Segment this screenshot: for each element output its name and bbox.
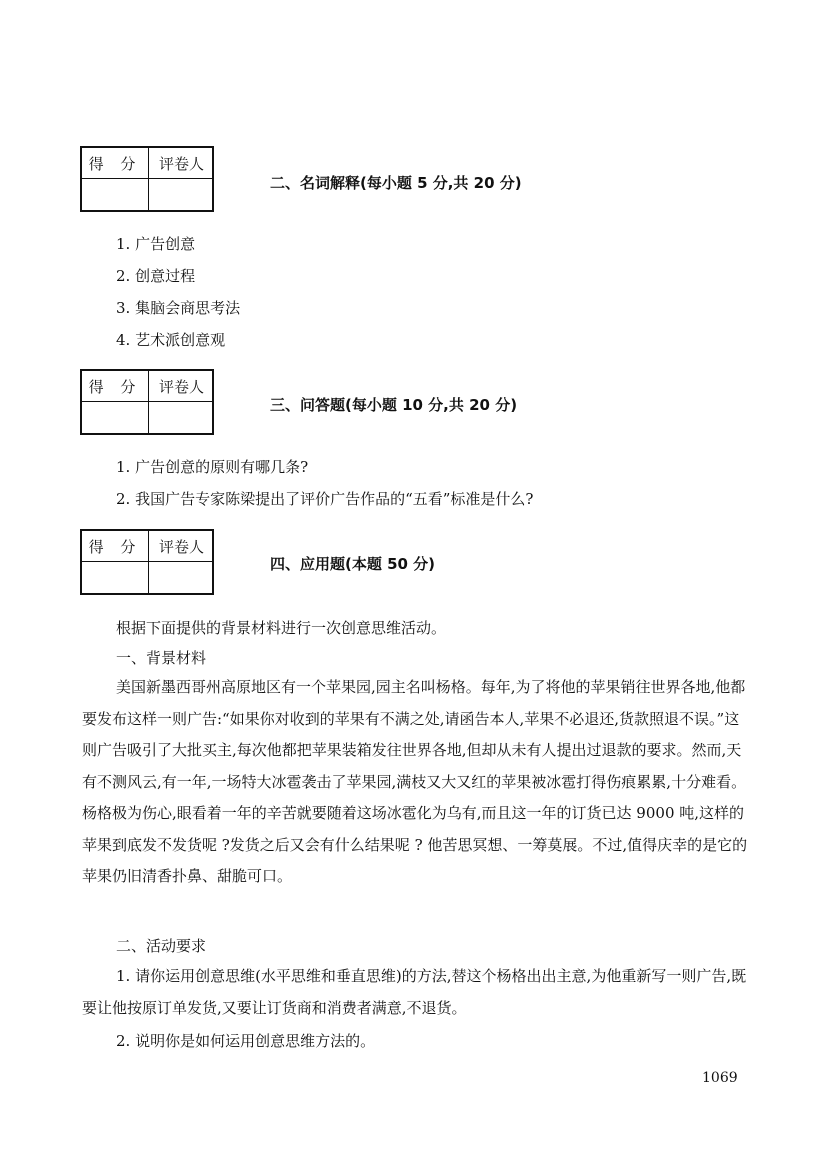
score-field[interactable] <box>82 562 149 593</box>
list-item: 4. 艺术派创意观 <box>116 331 226 349</box>
requirement-1 <box>82 961 750 1024</box>
score-field[interactable] <box>82 179 149 210</box>
grader-label: 评卷人 <box>149 531 214 562</box>
page-number: 1069 <box>702 1070 738 1086</box>
grader-field[interactable] <box>149 179 214 210</box>
score-box <box>80 146 214 212</box>
score-label: 得 分 <box>82 371 149 402</box>
list-item: 3. 集脑会商思考法 <box>116 299 241 317</box>
score-label: 得 分 <box>82 148 149 179</box>
background-heading: 一、背景材料 <box>116 649 207 667</box>
section-title: 三、问答题(每小题 10 分,共 20 分) <box>270 396 518 414</box>
section-title: 四、应用题(本题 50 分) <box>270 555 436 573</box>
score-label: 得 分 <box>82 531 149 562</box>
list-item: 2. 创意过程 <box>116 267 196 285</box>
score-field[interactable] <box>82 402 149 433</box>
list-item: 1. 广告创意的原则有哪几条? <box>116 458 309 476</box>
background-paragraph <box>82 672 750 893</box>
background-text: 美国新墨西哥州高原地区有一个苹果园,园主名叫杨格。每年,为了将他的苹果销往世界各地,他都要发布这样一则广告:“如果你对收到的苹果有不满之处,请函告本人,苹果不必退还,货款照退不误。”这则广告吸引了大批买主,每次他都把苹果装箱发往世界各地,但却从未有人提出过退款的要求。然而,天有不测风云,有一年,一场特大冰雹袭击了苹果园,满枝又大又红的苹果被冰雹打得伤痕累累,十分难看。杨格极为伤心,眼看着一年的辛苦就要随着这场冰雹化为乌有,而且这一年的订货已达 9000 吨,这样的苹果到底发不发货呢 ?发货之后又会有什么结果呢 ? 他苦思冥想、一筹莫展。不过,值得庆幸的是它的苹果仍旧清香扑鼻、甜脆可口。 <box>82 678 748 885</box>
grader-field[interactable] <box>149 402 214 433</box>
intro-text: 根据下面提供的背景材料进行一次创意思维活动。 <box>116 619 447 637</box>
grader-label: 评卷人 <box>149 371 214 402</box>
list-item: 2. 我国广告专家陈梁提出了评价广告作品的“五看”标准是什么? <box>116 490 534 508</box>
score-box <box>80 529 214 595</box>
grader-field[interactable] <box>149 562 214 593</box>
requirements-heading: 二、活动要求 <box>116 937 207 955</box>
section-title: 二、名词解释(每小题 5 分,共 20 分) <box>270 174 522 192</box>
requirement-1-text: 1. 请你运用创意思维(水平思维和垂直思维)的方法,替这个杨格出出主意,为他重新写一则广告,既要让他按原订单发货,又要让订货商和消费者满意,不退货。 <box>82 967 747 1017</box>
grader-label: 评卷人 <box>149 148 214 179</box>
requirement-2: 2. 说明你是如何运用创意思维方法的。 <box>116 1032 376 1050</box>
list-item: 1. 广告创意 <box>116 235 196 253</box>
score-box <box>80 369 214 435</box>
